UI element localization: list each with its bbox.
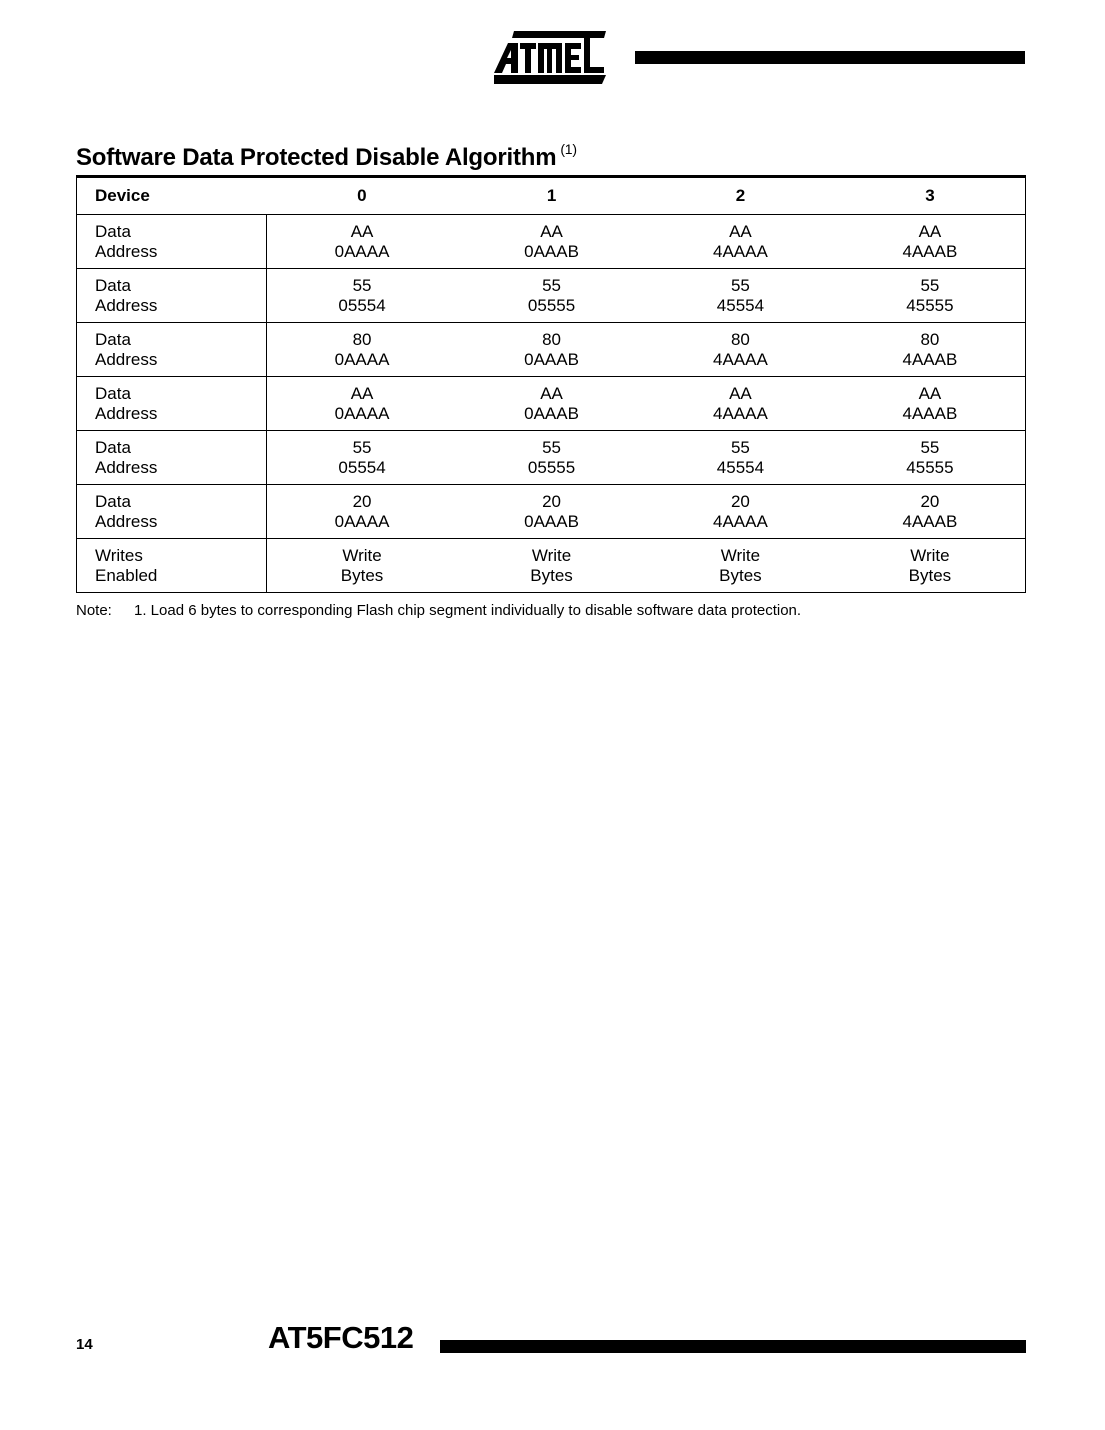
table-cell: AA 0AAAA <box>334 221 390 261</box>
row-label: Data Address <box>77 215 267 269</box>
row-label: Data Address <box>77 323 267 377</box>
column-header-0: 0 <box>357 186 367 205</box>
table-cell: AA 4AAAA <box>713 221 768 261</box>
table-cell: 55 05554 <box>338 275 386 315</box>
table-cell: 20 0AAAB <box>524 491 579 531</box>
table-row <box>77 431 1026 485</box>
page-number: 14 <box>76 1336 93 1353</box>
table-row <box>77 215 1026 269</box>
table-cell: AA 0AAAA <box>334 383 390 423</box>
note-label: Note: <box>76 602 112 619</box>
table-cell: 80 4AAAB <box>902 329 958 369</box>
table-cell: 80 0AAAA <box>334 329 390 369</box>
disable-algorithm-table <box>76 175 1026 593</box>
table-row <box>77 539 1026 593</box>
column-header-device: Device <box>95 186 150 205</box>
table-cell: Write Bytes <box>530 545 573 585</box>
table-cell: 20 4AAAB <box>902 491 958 531</box>
table-cell: 55 05555 <box>527 275 576 315</box>
row-label: Writes Enabled <box>77 539 267 593</box>
table-row <box>77 485 1026 539</box>
table-cell: 55 45555 <box>906 437 954 477</box>
column-header-1: 1 <box>546 186 557 205</box>
table-cell: AA 0AAAB <box>524 383 579 423</box>
table-cell: 55 45554 <box>716 437 765 477</box>
table-cell: 20 4AAAA <box>713 491 768 531</box>
table-cell: Write Bytes <box>908 545 952 585</box>
table-row <box>77 323 1026 377</box>
row-label: Data Address <box>77 431 267 485</box>
atmel-logo-icon <box>494 31 606 85</box>
atmel-logo <box>494 31 606 85</box>
table-cell: 55 05555 <box>527 437 576 477</box>
table-cell: 20 0AAAA <box>334 491 390 531</box>
table-cell: AA 4AAAB <box>902 383 958 423</box>
row-label: Data Address <box>77 377 267 431</box>
row-label: Data Address <box>77 269 267 323</box>
table-cell: 55 05554 <box>338 437 386 477</box>
note-text: 1. Load 6 bytes to corresponding Flash chip segment individually to disable software data protection. <box>134 602 802 619</box>
table-cell: 55 45555 <box>906 275 954 315</box>
column-header-3: 3 <box>925 186 935 205</box>
table-note <box>76 602 801 619</box>
part-number: AT5FC512 <box>268 1320 414 1355</box>
table-cell: Write Bytes <box>719 545 762 585</box>
table-cell: AA 0AAAB <box>524 221 579 261</box>
table-cell: Write Bytes <box>340 545 384 585</box>
table-cell: 55 45554 <box>716 275 765 315</box>
row-label: Data Address <box>77 485 267 539</box>
section-title <box>76 143 577 172</box>
table-cell: 80 0AAAB <box>524 329 579 369</box>
table-row <box>77 377 1026 431</box>
table-cell: 80 4AAAA <box>713 329 768 369</box>
table-header-row <box>77 177 1026 215</box>
header-rule <box>635 51 1025 64</box>
column-header-2: 2 <box>735 186 746 205</box>
section-title-text: Software Data Protected Disable Algorithm <box>76 144 557 171</box>
table-cell: AA 4AAAA <box>713 383 768 423</box>
table-row <box>77 269 1026 323</box>
title-footnote-ref: (1) <box>560 141 577 157</box>
footer-rule <box>440 1340 1026 1353</box>
table-cell: AA 4AAAB <box>902 221 958 261</box>
